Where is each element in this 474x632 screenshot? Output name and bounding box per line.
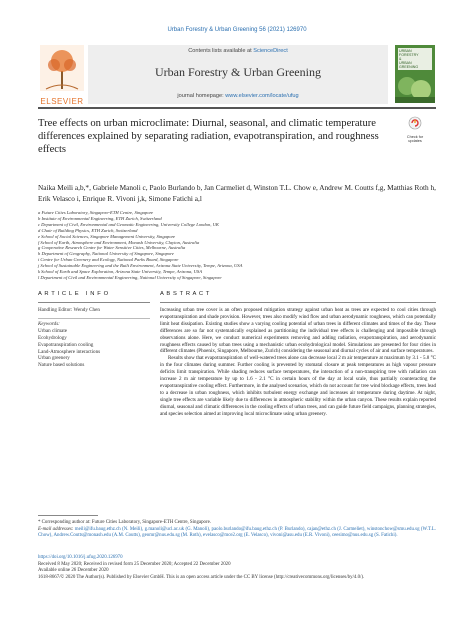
- abstract-paragraph-1: Increasing urban tree cover is an often proposed mitigation strategy against urban heat as trees are expected to cool cities through evapotranspiration and shade provision. However, trees also modify wind flow and urban aerodynamic roughness, which can potentially limit heat dissipation. Existing studies show a varying cooling potential of urban trees in different climates and times of the day. These differences are so far not systematically explained as partitioning the individual tree effects is challenging and impossible through observations alone. Here, we conduct numerical experiments removing and adding radiation, evapotranspiration, and aerodynamic roughness effects caused by urban trees using a mechanistic urban ecohydrological model. Simulations are presented for four cities in different climates (Phoenix, Singapore, Melbourne, Zurich) considering the seasonal and diurnal cycles of air and surface temperatures.: [160, 307, 436, 355]
- keyword-3: Evapotranspiration cooling: [38, 341, 94, 348]
- keyword-2: Ecohydrology: [38, 334, 67, 341]
- journal-header: [88, 45, 388, 104]
- affiliation-g: g Cooperative Research Centre for Water Sensitive Cities, Melbourne, Australia: [38, 245, 186, 251]
- affiliation-i: i Centre for Urban Greenery and Ecology, National Parks Board, Singapore: [38, 257, 179, 263]
- homepage-link[interactable]: www.elsevier.com/locate/ufug: [225, 93, 299, 99]
- cover-line-3: &: [399, 57, 402, 62]
- affiliation-b: b Institute of Environmental Engineering, ETH Zurich, Switzerland: [38, 215, 162, 221]
- doi-link[interactable]: https://doi.org/10.1016/j.ufug.2020.126970: [38, 555, 123, 560]
- keyword-6: Nature based solutions: [38, 362, 85, 369]
- footnotes: [38, 520, 436, 540]
- sciencedirect-link[interactable]: ScienceDirect: [253, 48, 288, 54]
- affiliation-e: e School of Social Sciences, Singapore Management University, Singapore: [38, 233, 176, 239]
- article-meta: [38, 555, 436, 581]
- cover-line-4: URBAN: [399, 61, 412, 66]
- keyword-5: Urban greenery: [38, 355, 70, 362]
- journal-cover[interactable]: [395, 45, 435, 103]
- article-info-heading: A R T I C L E I N F O: [38, 291, 109, 297]
- available-online: Available online 26 December 2020: [38, 568, 109, 574]
- info-inner-rule: [38, 318, 150, 319]
- abstract-heading: A B S T R A C T: [160, 291, 210, 297]
- tree-logo-icon: [40, 45, 84, 91]
- elsevier-logo: [40, 45, 84, 106]
- homepage-line: [88, 93, 388, 99]
- email-block: [38, 527, 436, 540]
- homepage-label: journal homepage:: [177, 93, 224, 99]
- license-text: 1618-8667/© 2020 The Author(s). Published by Elsevier GmbH. This is an open access article under the CC BY license (http://creativecommons.org/licenses/by/4.0/).: [38, 574, 365, 580]
- info-rule: [38, 302, 150, 303]
- keyword-1: Urban climate: [38, 327, 67, 334]
- update-line-1: Check for: [406, 135, 424, 139]
- keywords-label: Keywords:: [38, 320, 60, 327]
- check-updates-badge[interactable]: [400, 116, 430, 144]
- affiliations: [38, 210, 436, 281]
- cover-line-2: FORESTRY: [399, 53, 419, 58]
- abstract-body: [160, 307, 436, 418]
- update-icon: [408, 116, 422, 130]
- received-dates: Received 8 May 2020; Received in revised form 25 December 2020; Accepted 22 December 2020: [38, 561, 231, 567]
- cover-line-5: GREENING: [399, 65, 419, 70]
- header-rule: [38, 107, 436, 109]
- publisher-name: ELSEVIER: [40, 97, 84, 106]
- cover-leaf-icon: [395, 72, 435, 103]
- corresponding-author: * Corresponding author at: Future Cities Laboratory, Singapore-ETH Centre, Singapore.: [38, 520, 211, 525]
- cover-line-1: URBAN: [399, 49, 412, 53]
- affiliation-c: c Department of Civil, Environmental and Geomatic Engineering, University College London, UK: [38, 221, 219, 227]
- footnote-rule: [38, 515, 98, 516]
- abstract-paragraph-2: Results show that evapotranspiration of well-watered trees alone can decrease local 2 m air temperature at maximum by 3.1 - 5.8 °C in the four climates during summer. Further cooling is prevented by stomatal closure at peak temperatures as high vapour pressure deficits limit transpiration. While shading reduces surface temperatures, the interaction of a non-transpiring tree with radiation can increase 2 m air temperature by up to 1.6 - 2.1 °C in certain hours of the day at local scale, thus partially counteracting the evapotranspirative cooling effect. Furthermore, in the analysed scenarios, which do not account for tree wind blockage effects, trees lead to a decrease in urban roughness, which inhibits turbulent energy exchange and increases air temperature during daytime. At night, single tree effects are variable likely due to differences in atmospheric stability within the urban canyon. These results explain reported diurnal, seasonal and climatic differences in the cooling effects of urban trees, and can guide future field campaigns, planning strategies, and species selection aimed at improving local microclimate using urban greenery.: [160, 355, 436, 417]
- contents-line: [88, 48, 388, 54]
- affiliation-h: h Department of Geography, National University of Singapore, Singapore: [38, 251, 174, 257]
- keyword-4: Land-Atmosphere interactions: [38, 348, 101, 355]
- journal-title[interactable]: Urban Forestry & Urban Greening: [155, 65, 321, 79]
- affiliation-a: a Future Cities Laboratory, Singapore-ETH Centre, Singapore: [38, 210, 154, 215]
- author-list: Naika Meili a,b,*, Gabriele Manoli c, Paolo Burlando b, Jan Carmeliet d, Winston T.L. Chow e, Andrew M. Coutts f,g, Matthias Roth h, Erik Velasco i, Enrique R. Vivoni j,k, Simone Fatichi a,l: [38, 183, 436, 203]
- contents-text: Contents lists available at: [188, 48, 252, 54]
- email-addresses[interactable]: meili@ifu.baug.ethz.ch (N. Meili), g.manoli@ucl.ac.uk (G. Manoli), paolo.burlando@ifu.baug.ethz.ch (P. Burlando), cajan@ethz.ch (J. Carmeliet), winstonchow@smu.edu.sg (W.T.L. Chow), Andrew.Coutts@monash.edu (A.M. Coutts), geomr@nus.edu.sg (M. Roth), evelasco@mce2.org (E. Velasco), vivoni@asu.edu (E.R. Vivoni), ceesimo@nus.edu.sg (S. Fatichi).: [38, 526, 436, 539]
- article-info: [38, 307, 150, 369]
- affiliation-l: l Department of Civil and Environmental Engineering, National University of Singapore, Singapore: [38, 274, 222, 280]
- abstract-rule: [160, 302, 436, 303]
- article-title: Tree effects on urban microclimate: Diurnal, seasonal, and climatic temperature differences explained by separating radiation, evapotranspiration, and roughness effects: [38, 118, 379, 155]
- affiliation-f: f School of Earth, Atmosphere and Environment, Monash University, Clayton, Australia: [38, 239, 200, 245]
- handling-editor: Handling Editor: Wendy Chen: [38, 307, 100, 313]
- email-label: E-mail addresses:: [38, 526, 74, 532]
- affiliation-j: j School of Sustainable Engineering and the Built Environment, Arizona State University, Tempe, Arizona, USA: [38, 263, 243, 269]
- running-header: Urban Forestry & Urban Greening 56 (2021) 126970: [167, 27, 307, 33]
- update-line-2: updates: [408, 139, 422, 144]
- affiliation-d: d Chair of Building Physics, ETH Zurich, Switzerland: [38, 227, 138, 233]
- affiliation-k: k School of Earth and Space Exploration, Arizona State University, Tempe, Arizona, USA: [38, 269, 203, 275]
